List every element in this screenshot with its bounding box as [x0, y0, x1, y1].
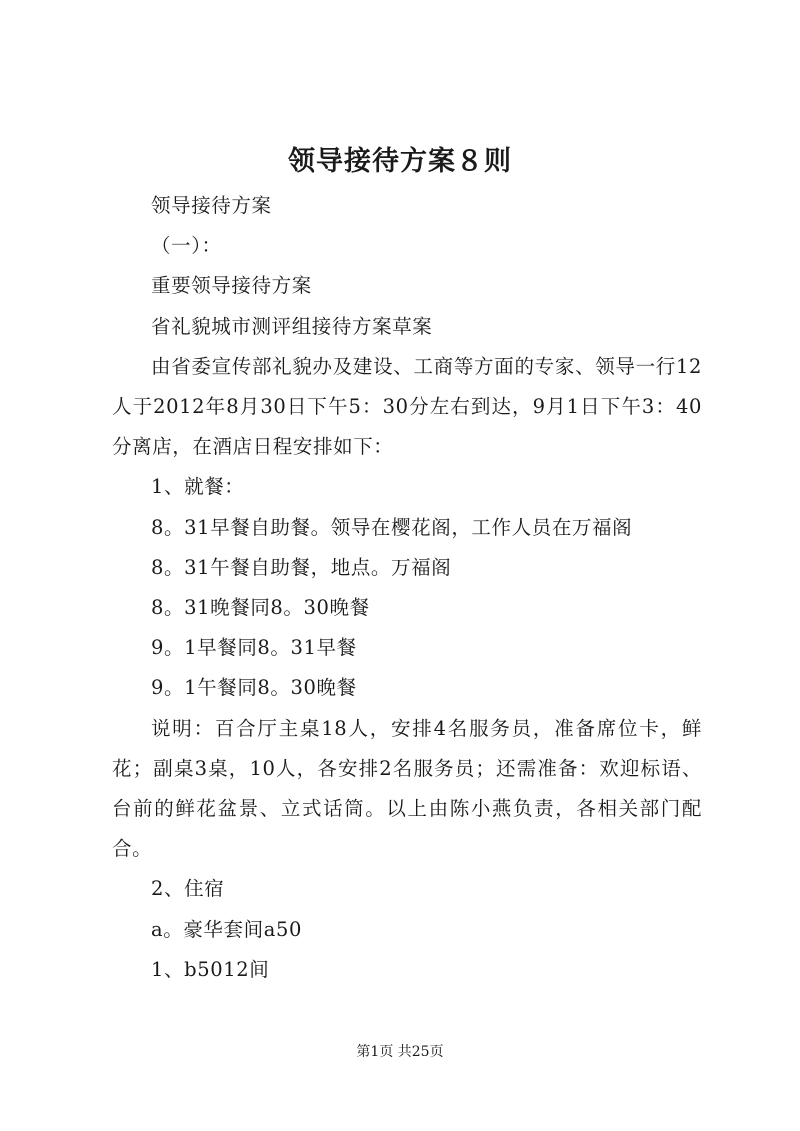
document-body	[112, 186, 702, 990]
paragraph: 领导接待方案	[151, 194, 272, 217]
paragraph: a。豪华套间a50	[151, 917, 302, 941]
paragraph: 重要领导接待方案	[151, 274, 312, 298]
paragraph: 8。31午餐自助餐，地点。万福阁	[151, 555, 452, 579]
paragraph: 8。31早餐自助餐。领导在樱花阁，工作人员在万福阁	[151, 515, 633, 539]
paragraph: 9。1早餐同8。31早餐	[151, 636, 357, 660]
paragraph: 9。1午餐同8。30晚餐	[151, 676, 357, 700]
page-footer: 第1页 共25页	[356, 1044, 444, 1060]
paragraph: 省礼貌城市测评组接待方案草案	[151, 314, 433, 338]
paragraph: 由省委宣传部礼貌办及建设、工商等方面的专家、领导一行12人于2012年8月30日下午5：30分左右到达，9月1日下午3：40分离店，在酒店日程安排如下：	[112, 354, 702, 459]
paragraph: 说明：百合厅主桌18人，安排4名服务员，准备席位卡，鲜花；副桌3桌，10人，各安排2名服务员；还需准备：欢迎标语、台前的鲜花盆景、立式话筒。以上由陈小燕负责，各相关部门配合。	[112, 716, 702, 861]
document-title: 领导接待方案８则	[288, 146, 512, 177]
paragraph: （一）：	[151, 234, 222, 258]
paragraph: 8。31晚餐同8。30晚餐	[151, 596, 370, 620]
paragraph: 1、就餐：	[151, 475, 245, 499]
paragraph: 1、b5012间	[151, 957, 270, 981]
paragraph: 2、住宿	[151, 877, 225, 901]
